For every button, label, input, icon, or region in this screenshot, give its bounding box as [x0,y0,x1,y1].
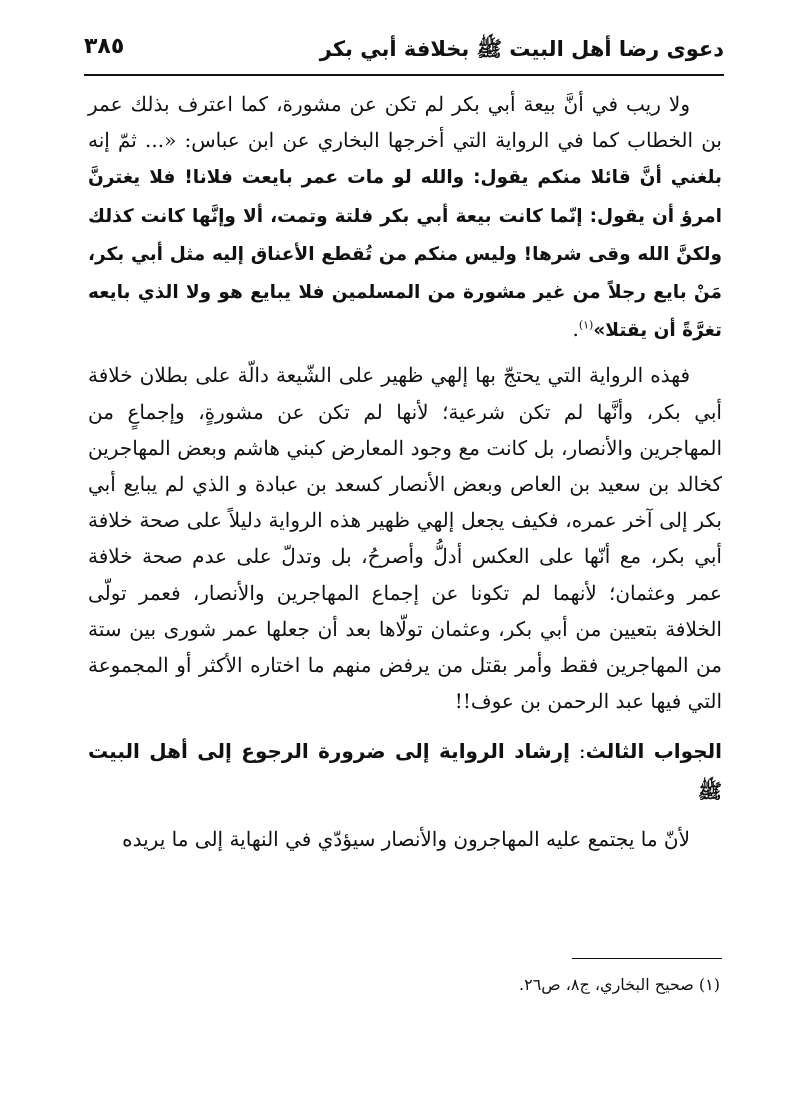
running-title: دعوى رضا أهل البيت ﷺ بخلافة أبي بكر [319,37,724,61]
section-title: إرشاد الرواية إلى ضرورة الرجوع إلى أهل البيت ﷺ [88,739,722,804]
footnote-divider [572,958,722,959]
paragraph-1 [88,86,722,349]
paragraph-1-end: . [572,317,579,342]
paragraph-3: لأنّ ما يجتمع عليه المهاجرون والأنصار سيؤدّي في النهاية إلى ما يريده [122,827,690,852]
section-label: الجواب الثالث [585,739,722,764]
paragraph-1-intro: ولا ريب في أنَّ بيعة أبي بكر لم تكن عن مشورة، كما اعترف بذلك عمر بن الخطاب كما في الرواية التي أخرجها البخاري عن ابن عباس: «... ثمّ إنه [88,92,722,153]
section-heading [88,731,722,811]
paragraph-2: فهذه الرواية التي يحتجّ بها إلهي ظهير على الشّيعة دالّة على بطلان خلافة أبي بكر، وأنَّها لم تكن شرعية؛ لأنها لم تكن عن مشورةٍ، وإجماعٍ من المهاجرين والأنصار، بل كانت مع وجود المعارض كبني هاشم وبعض المهاجرين كخالد بن سعيد بن العاص وبعض الأنصار كسعد بن عبادة و الذي لم يبايع أبي بكر إلى آخر عمره، فكيف يجعل إلهي ظهير هذه الرواية دليلاً على صحة خلافة أبي بكر، مع أنّها على العكس أدلُّ وأصرحُ، بل وتدلّ على عدم صحة خلافة عمر وعثمان؛ لأنهما لم تكونا عن إجماع المهاجرين والأنصار، فعمر تولّى الخلافة بتعيين من أبي بكر، وعثمان تولّاها بعد أن جعلها عمر شورى بين ستة من المهاجرين فقط وأمر بقتل من يرفض منهم ما اختاره الأكثر أو المجموعة التي فيها عبد الرحمن بن عوف!! [88,363,722,714]
main-text [88,86,722,858]
footnote [519,972,720,998]
bukhari-quote: بلغني أنَّ قائلا منكم يقول: والله لو مات عمر بايعت فلانا! فلا يغترنَّ امرؤ أن يقول: إنّما كانت بيعة أبي بكر فلتة وتمت، ألا وإنَّها كانت كذلك ولكنَّ الله وقى شرها! وليس منكم من تُقطع الأعناق إليه مثل أبي بكر، مَنْ بايع رجلاً من غير مشورة من المسلمين فلا يبايع هو ولا الذي بايعه تغرَّةً أن يقتلا» [88,167,722,342]
page-header [84,28,724,70]
footnote-text: صحيح البخاري، ج٨، ص٢٦. [519,975,694,994]
header-divider [84,74,724,76]
section-colon: : [578,739,586,764]
footnote-number: (١) [698,975,720,994]
footnote-ref[interactable]: (١) [578,318,594,332]
page-number: ٣٨٥ [84,34,125,59]
